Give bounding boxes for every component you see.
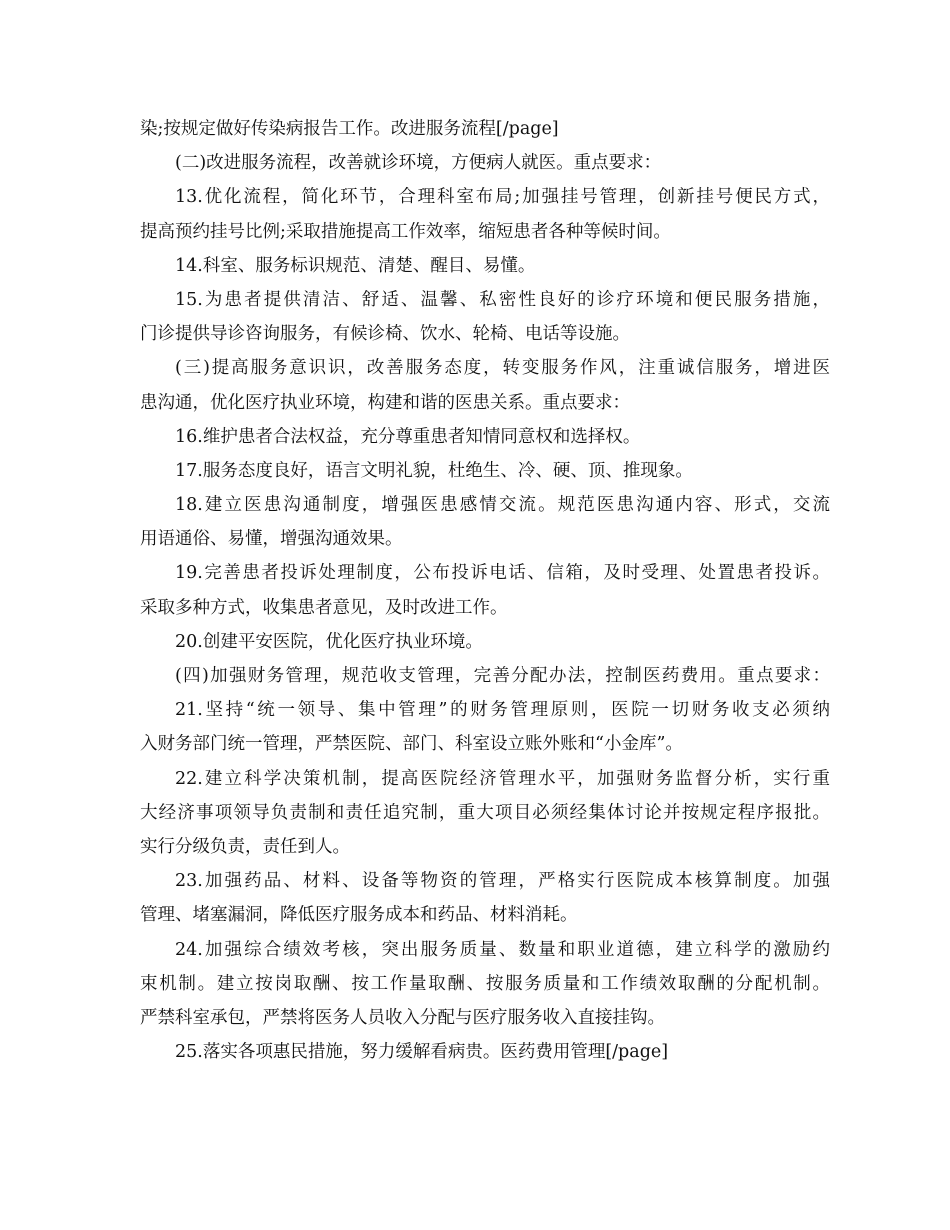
document-body [140, 112, 830, 1069]
text-line: 束机制。建立按岗取酬、按工作量取酬、按服务质量和工作绩效取酬的分配机制。 [140, 973, 830, 994]
text-line: 16.维护患者合法权益，充分尊重患者知情同意权和选择权。 [175, 426, 641, 447]
text-line: 20.创建平安医院，优化医疗执业环境。 [175, 631, 483, 652]
text-line: 提高预约挂号比例;采取措施提高工作效率，缩短患者各种等候时间。 [140, 221, 671, 242]
text-line: 14.科室、服务标识规范、清楚、醒目、易懂。 [175, 255, 536, 276]
text-line: 19.完善患者投诉处理制度，公布投诉电话、信箱，及时受理、处置患者投诉。 [175, 563, 830, 584]
text-line: (四)加强财务管理，规范收支管理，完善分配办法，控制医药费用。重点要求： [175, 666, 830, 686]
text-line: 大经济事项领导负责制和责任追究制，重大项目必须经集体讨论并按规定程序报批。 [140, 802, 830, 823]
text-line: 染;按规定做好传染病报告工作。改进服务流程[/page] [140, 119, 559, 139]
text-line: 严禁科室承包，严禁将医务人员收入分配与医疗服务收入直接挂钩。 [140, 1007, 665, 1028]
text-line: 13.优化流程，简化环节，合理科室布局;加强挂号管理，创新挂号便民方式， [175, 187, 830, 208]
text-line: 21.坚持“统一领导、集中管理”的财务管理原则，医院一切财务收支必须纳 [175, 700, 830, 721]
text-line: 24.加强综合绩效考核，突出服务质量、数量和职业道德，建立科学的激励约 [175, 939, 830, 960]
text-line: 18.建立医患沟通制度，增强医患感情交流。规范医患沟通内容、形式，交流 [175, 495, 830, 516]
text-line: (三)提高服务意识识，改善服务态度，转变服务作风，注重诚信服务，增进医 [175, 358, 830, 379]
text-line: 患沟通，优化医疗执业环境，构建和谐的医患关系。重点要求： [140, 392, 630, 413]
text-line: 17.服务态度良好，语言文明礼貌，杜绝生、冷、硬、顶、推现象。 [175, 460, 693, 481]
text-line: 实行分级负责，责任到人。 [140, 836, 350, 857]
text-line: 管理、堵塞漏洞，降低医疗服务成本和药品、材料消耗。 [140, 905, 578, 926]
text-line: (二)改进服务流程，改善就诊环境，方便病人就医。重点要求： [175, 153, 662, 174]
text-line: 15.为患者提供清洁、舒适、温馨、私密性良好的诊疗环境和便民服务措施， [175, 289, 830, 310]
text-line: 23.加强药品、材料、设备等物资的管理，严格实行医院成本核算制度。加强 [175, 871, 830, 892]
text-line: 门诊提供导诊咨询服务，有候诊椅、饮水、轮椅、电话等设施。 [140, 324, 630, 345]
text-line: 入财务部门统一管理，严禁医院、部门、科室设立账外账和“小金库”。 [140, 734, 683, 755]
text-line: 22.建立科学决策机制，提高医院经济管理水平，加强财务监督分析，实行重 [175, 768, 830, 789]
text-line: 用语通俗、易懂，增强沟通效果。 [140, 529, 403, 550]
text-line: 25.落实各项惠民措施，努力缓解看病贵。医药费用管理[/page] [175, 1042, 669, 1063]
text-line: 采取多种方式，收集患者意见，及时改进工作。 [140, 597, 508, 618]
